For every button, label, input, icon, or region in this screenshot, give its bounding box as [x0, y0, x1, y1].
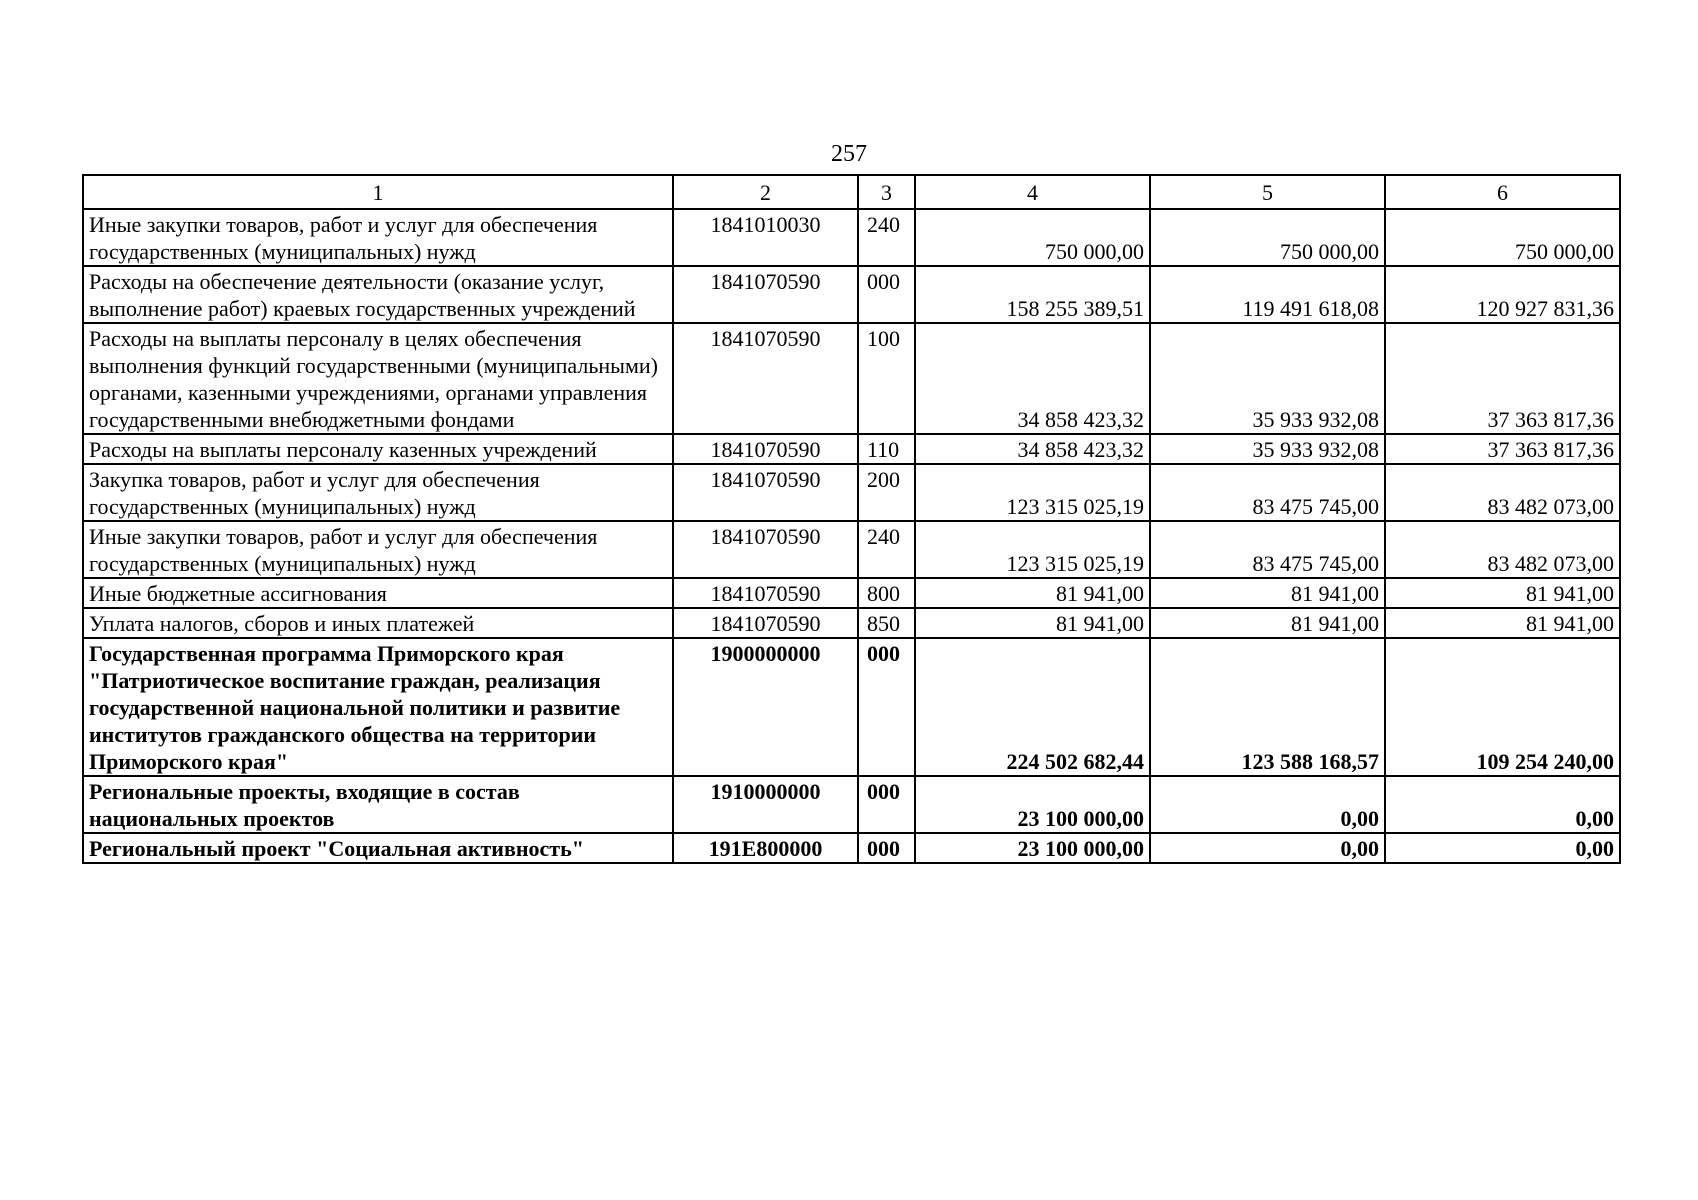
- row-vr: 200: [858, 464, 915, 521]
- row-code: 1841070590: [673, 266, 858, 323]
- row-code: 1841070590: [673, 521, 858, 578]
- row-amount-5: 0,00: [1150, 833, 1385, 863]
- row-amount-4: 750 000,00: [915, 209, 1150, 266]
- row-name: Расходы на выплаты персоналу казенных учреждений: [83, 434, 673, 464]
- row-amount-5: 83 475 745,00: [1150, 464, 1385, 521]
- row-amount-6: 81 941,00: [1385, 608, 1620, 638]
- row-amount-4: 23 100 000,00: [915, 776, 1150, 833]
- row-amount-6: 83 482 073,00: [1385, 521, 1620, 578]
- column-header: 6: [1385, 175, 1620, 209]
- row-code: 1841070590: [673, 608, 858, 638]
- table-row: [83, 521, 1620, 578]
- row-name: Государственная программа Приморского края "Патриотическое воспитание граждан, реализация государственной национальной политики и развитие институтов гражданского общества на территории Приморского края": [83, 638, 673, 776]
- row-amount-6: 37 363 817,36: [1385, 323, 1620, 434]
- row-vr: 100: [858, 323, 915, 434]
- row-amount-4: 81 941,00: [915, 578, 1150, 608]
- row-amount-5: 119 491 618,08: [1150, 266, 1385, 323]
- row-vr: 240: [858, 209, 915, 266]
- row-amount-5: 81 941,00: [1150, 608, 1385, 638]
- row-amount-6: 37 363 817,36: [1385, 434, 1620, 464]
- row-vr: 000: [858, 776, 915, 833]
- row-amount-6: 83 482 073,00: [1385, 464, 1620, 521]
- row-amount-4: 123 315 025,19: [915, 464, 1150, 521]
- column-header: 1: [83, 175, 673, 209]
- row-amount-5: 35 933 932,08: [1150, 323, 1385, 434]
- row-vr: 000: [858, 266, 915, 323]
- row-amount-5: 0,00: [1150, 776, 1385, 833]
- row-amount-6: 120 927 831,36: [1385, 266, 1620, 323]
- row-name: Региональный проект "Социальная активность": [83, 833, 673, 863]
- column-header: 3: [858, 175, 915, 209]
- row-code: 1900000000: [673, 638, 858, 776]
- row-vr: 000: [858, 638, 915, 776]
- table-row: [83, 608, 1620, 638]
- table-row: [83, 638, 1620, 776]
- column-header: 5: [1150, 175, 1385, 209]
- row-amount-4: 23 100 000,00: [915, 833, 1150, 863]
- row-code: 1841070590: [673, 464, 858, 521]
- row-name: Расходы на обеспечение деятельности (оказание услуг, выполнение работ) краевых государственных учреждений: [83, 266, 673, 323]
- row-amount-5: 83 475 745,00: [1150, 521, 1385, 578]
- row-amount-6: 0,00: [1385, 776, 1620, 833]
- row-vr: 850: [858, 608, 915, 638]
- table-row: [83, 464, 1620, 521]
- row-name: Иные закупки товаров, работ и услуг для обеспечения государственных (муниципальных) нужд: [83, 209, 673, 266]
- row-code: 1841070590: [673, 578, 858, 608]
- row-name: Региональные проекты, входящие в состав национальных проектов: [83, 776, 673, 833]
- row-code: 1841010030: [673, 209, 858, 266]
- row-amount-5: 750 000,00: [1150, 209, 1385, 266]
- row-name: Расходы на выплаты персоналу в целях обеспечения выполнения функций государственными (муниципальными) органами, казенными учреждениями, органами управления государственными внебюджетными фондами: [83, 323, 673, 434]
- row-amount-4: 34 858 423,32: [915, 434, 1150, 464]
- row-amount-4: 34 858 423,32: [915, 323, 1150, 434]
- row-amount-5: 35 933 932,08: [1150, 434, 1385, 464]
- row-amount-6: 81 941,00: [1385, 578, 1620, 608]
- row-vr: 000: [858, 833, 915, 863]
- table-row: [83, 578, 1620, 608]
- row-vr: 800: [858, 578, 915, 608]
- row-name: Иные закупки товаров, работ и услуг для обеспечения государственных (муниципальных) нужд: [83, 521, 673, 578]
- row-amount-5: 123 588 168,57: [1150, 638, 1385, 776]
- row-amount-4: 81 941,00: [915, 608, 1150, 638]
- budget-table: [82, 174, 1621, 864]
- row-code: 1841070590: [673, 434, 858, 464]
- row-amount-6: 750 000,00: [1385, 209, 1620, 266]
- table-row: [83, 266, 1620, 323]
- column-header: 2: [673, 175, 858, 209]
- table-header-row: [83, 175, 1620, 209]
- row-vr: 110: [858, 434, 915, 464]
- row-amount-6: 109 254 240,00: [1385, 638, 1620, 776]
- table-row: [83, 434, 1620, 464]
- row-amount-4: 123 315 025,19: [915, 521, 1150, 578]
- row-vr: 240: [858, 521, 915, 578]
- row-name: Уплата налогов, сборов и иных платежей: [83, 608, 673, 638]
- row-name: Иные бюджетные ассигнования: [83, 578, 673, 608]
- row-code: 1910000000: [673, 776, 858, 833]
- row-amount-4: 158 255 389,51: [915, 266, 1150, 323]
- row-code: 1841070590: [673, 323, 858, 434]
- table-row: [83, 323, 1620, 434]
- column-header: 4: [915, 175, 1150, 209]
- row-code: 191E800000: [673, 833, 858, 863]
- row-amount-6: 0,00: [1385, 833, 1620, 863]
- row-name: Закупка товаров, работ и услуг для обеспечения государственных (муниципальных) нужд: [83, 464, 673, 521]
- table-row: [83, 833, 1620, 863]
- row-amount-5: 81 941,00: [1150, 578, 1385, 608]
- page-number: 257: [831, 141, 867, 167]
- table-row: [83, 776, 1620, 833]
- row-amount-4: 224 502 682,44: [915, 638, 1150, 776]
- table-row: [83, 209, 1620, 266]
